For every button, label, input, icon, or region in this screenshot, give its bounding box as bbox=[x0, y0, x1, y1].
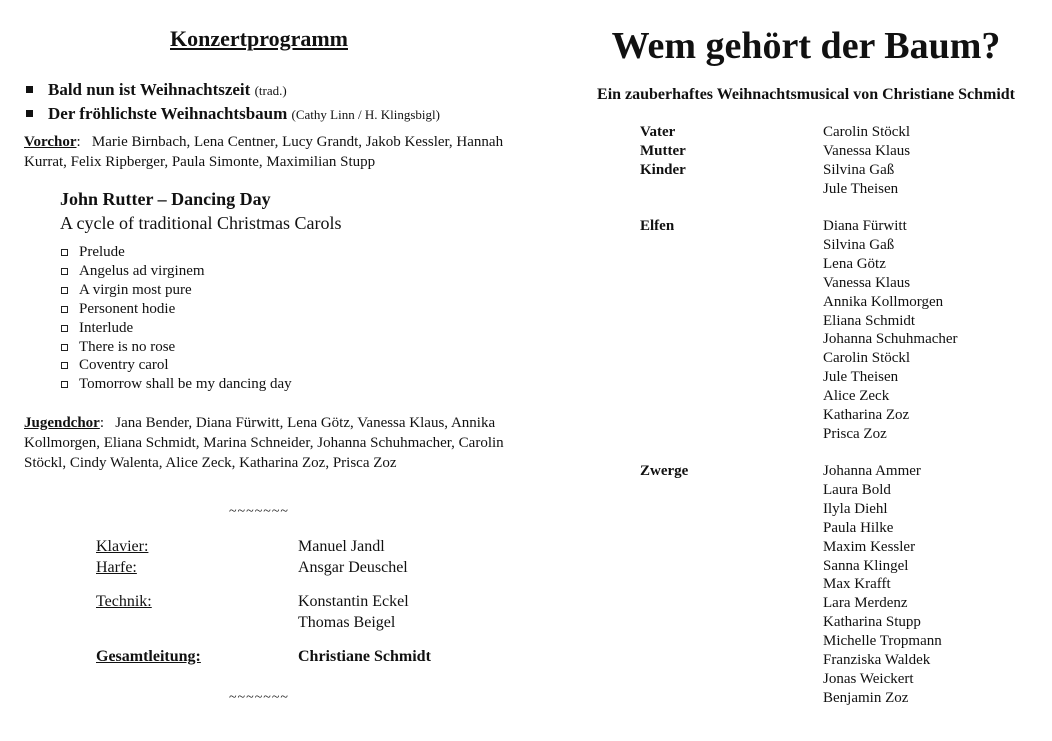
cast-name: Johanna Ammer bbox=[823, 463, 921, 479]
cast-name: Benjamin Zoz bbox=[823, 689, 909, 706]
role-mutter: Mutter bbox=[640, 143, 686, 159]
harfe-label: Harfe: bbox=[96, 559, 137, 576]
cast-name: Eliana Schmidt bbox=[823, 312, 916, 329]
cast-name: Franziska Waldek bbox=[823, 652, 931, 669]
cast-name: Lara Merdenz bbox=[823, 595, 908, 612]
cast-elfen bbox=[823, 217, 958, 444]
jugendchor-members: Jana Bender, Diana Fürwitt, Lena Götz, Vanessa Klaus, Annika Kollmorgen, Eliana Schmidt, Marina Schneider, Johanna Schuhmacher, Carolin Stöckl, Cindy Walenta, Alice Zeck, Katharina Zoz, Prisca Zoz bbox=[24, 415, 504, 471]
cast-name: Katharina Stupp bbox=[823, 614, 921, 631]
separator: ~~~~~~~ bbox=[228, 504, 290, 519]
cast-name: Prisca Zoz bbox=[823, 425, 887, 442]
cast-name: Carolin Stöckl bbox=[823, 350, 911, 367]
musical-subtitle: Ein zauberhaftes Weihnachtsmusical von Christiane Schmidt bbox=[597, 86, 1015, 103]
cast-name: Johanna Schuhmacher bbox=[823, 331, 958, 348]
leitung-name: Christiane Schmidt bbox=[298, 648, 431, 665]
list-item: Coventry carol bbox=[60, 356, 292, 375]
role-kinder: Kinder bbox=[640, 162, 686, 178]
list-item: Personent hodie bbox=[60, 300, 292, 319]
role-vater: Vater bbox=[640, 124, 676, 140]
cast-name: Silvina Gaß bbox=[823, 236, 895, 253]
list-item: Prelude bbox=[60, 243, 292, 262]
role-zwerge: Zwerge bbox=[640, 463, 689, 479]
song-credit: (Cathy Linn / H. Klingsbigl) bbox=[291, 107, 440, 122]
vorchor-label: Vorchor bbox=[24, 134, 77, 150]
musical-title: Wem gehört der Baum? bbox=[611, 25, 1001, 67]
rutter-block bbox=[60, 187, 341, 235]
list-item: Tomorrow shall be my dancing day bbox=[60, 375, 292, 394]
list-item: There is no rose bbox=[60, 338, 292, 357]
cast-name: Maxim Kessler bbox=[823, 538, 916, 555]
cast-name: Vanessa Klaus bbox=[823, 143, 911, 159]
technik-name: Thomas Beigel bbox=[298, 614, 396, 631]
program-page bbox=[0, 0, 520, 741]
leitung-label: Gesamtleitung: bbox=[96, 648, 201, 665]
list-item: Interlude bbox=[60, 319, 292, 338]
jugendchor-section: Jugendchor: Jana Bender, Diana Fürwitt, Lena Götz, Vanessa Klaus, Annika Kollmorgen, Eliana Schmidt, Marina Schneider, Johanna Schuhmacher, Carolin Stöckl, Cindy Walenta, Alice Zeck, Katharina Zoz, Prisca Zoz bbox=[24, 415, 504, 471]
program-title: Konzertprogramm bbox=[170, 26, 348, 51]
vorchor-section: Vorchor: Marie Birnbach, Lena Centner, Lucy Grandt, Jakob Kessler, Hannah Kurrat, Felix Ripberger, Paula Simonte, Maximilian Stupp bbox=[24, 134, 504, 170]
rutter-title: John Rutter – Dancing Day bbox=[60, 189, 271, 209]
list-item: A virgin most pure bbox=[60, 281, 292, 300]
cast-name: Silvina Gaß bbox=[823, 162, 895, 178]
cast-name: Carolin Stöckl bbox=[823, 124, 911, 140]
song-item: Der fröhlichste Weihnachtsbaum (Cathy Linn / H. Klingsbigl) bbox=[24, 102, 440, 126]
cast-name: Jonas Weickert bbox=[823, 670, 914, 687]
harfe-name: Ansgar Deuschel bbox=[298, 559, 408, 576]
cast-name: Annika Kollmorgen bbox=[823, 293, 944, 310]
cast-name: Sanna Klingel bbox=[823, 557, 909, 574]
jugendchor-label: Jugendchor bbox=[24, 415, 100, 431]
cast-name: Jule Theisen bbox=[823, 180, 899, 197]
cast-name: Katharina Zoz bbox=[823, 407, 910, 424]
cast-vater bbox=[823, 123, 910, 142]
role-elfen: Elfen bbox=[640, 218, 675, 234]
klavier-name: Manuel Jandl bbox=[298, 538, 385, 555]
cast-name: Paula Hilke bbox=[823, 519, 894, 536]
klavier-label: Klavier: bbox=[96, 538, 149, 555]
technik-label: Technik: bbox=[96, 593, 152, 610]
list-item: Angelus ad virginem bbox=[60, 262, 292, 281]
technik-name: Konstantin Eckel bbox=[298, 593, 409, 610]
cast-name: Vanessa Klaus bbox=[823, 274, 911, 291]
song-list bbox=[24, 78, 440, 126]
movement-list bbox=[60, 243, 292, 394]
song-credit: (trad.) bbox=[254, 83, 287, 98]
cast-name: Laura Bold bbox=[823, 481, 891, 498]
song-item: Bald nun ist Weihnachtszeit (trad.) bbox=[24, 78, 440, 102]
cast-name: Max Krafft bbox=[823, 576, 891, 593]
cast-name: Ilyla Diehl bbox=[823, 500, 888, 517]
separator: ~~~~~~~ bbox=[228, 690, 290, 705]
cast-name: Diana Fürwitt bbox=[823, 218, 907, 234]
cast-name: Michelle Tropmann bbox=[823, 633, 942, 650]
cast-name: Jule Theisen bbox=[823, 369, 899, 386]
cast-name: Alice Zeck bbox=[823, 388, 890, 405]
musical-page bbox=[560, 0, 1052, 741]
cast-kinder bbox=[823, 161, 898, 199]
vorchor-members: Marie Birnbach, Lena Centner, Lucy Grandt, Jakob Kessler, Hannah Kurrat, Felix Ripberger, Paula Simonte, Maximilian Stupp bbox=[24, 134, 504, 170]
cast-name: Lena Götz bbox=[823, 255, 886, 272]
cast-zwerge bbox=[823, 462, 942, 708]
cast-mutter bbox=[823, 142, 910, 161]
rutter-subtitle: A cycle of traditional Christmas Carols bbox=[60, 213, 342, 233]
